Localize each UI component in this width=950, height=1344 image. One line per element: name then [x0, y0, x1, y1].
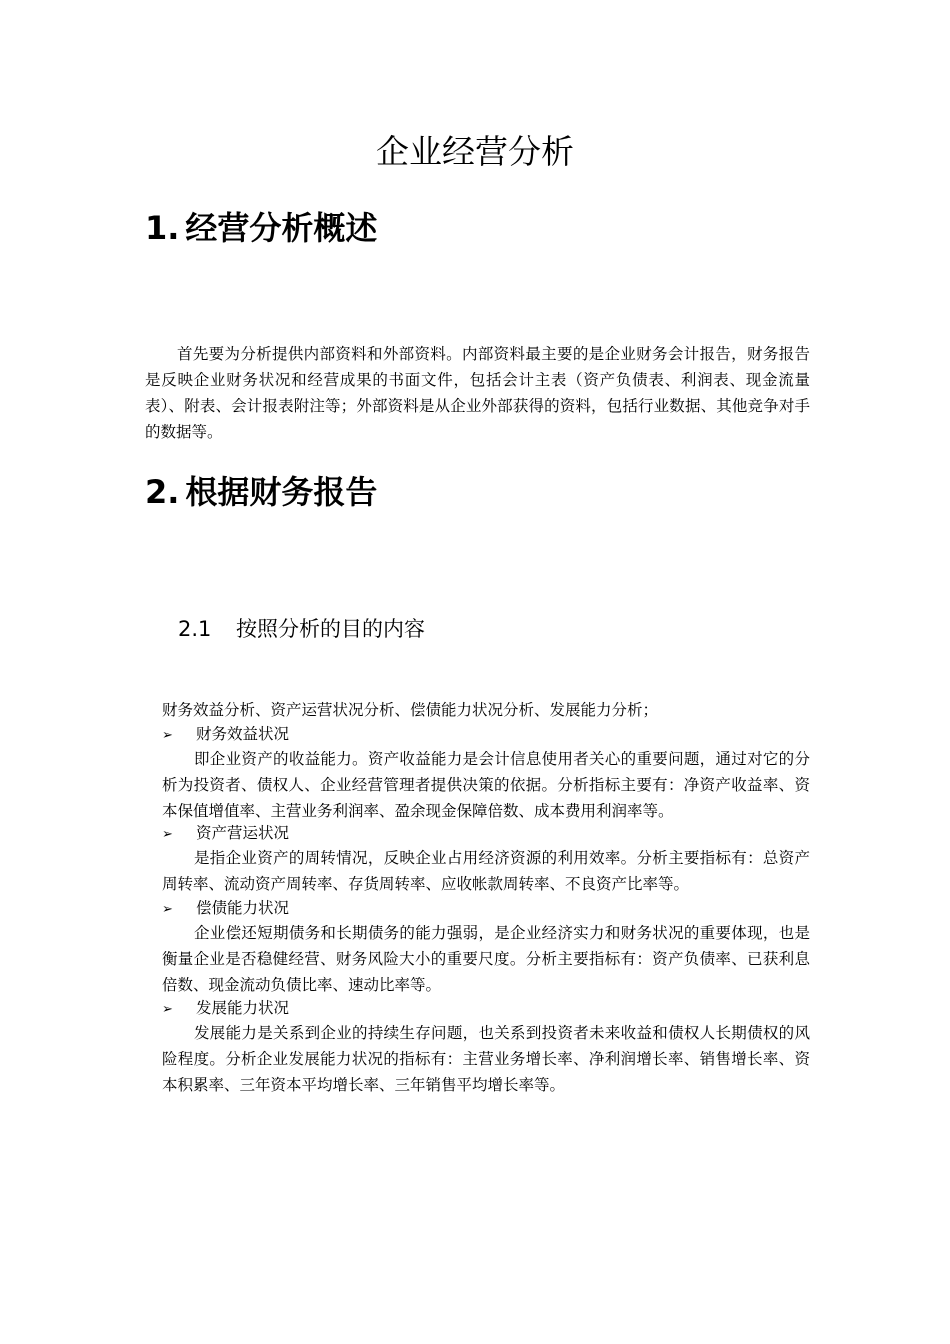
section-2-heading [145, 470, 845, 514]
bullet-text: 是指企业资产的周转情况，反映企业占用经济资源的利用效率。分析主要指标有：总资产周转率、流动资产周转率、存货周转率、应收帐款周转率、不良资产比率等。 [162, 849, 810, 893]
subsection-2-1-heading [178, 614, 828, 644]
bullet-title: 财务效益状况 [196, 725, 290, 743]
document-title: 企业经营分析 [376, 132, 574, 171]
arrow-bullet-icon: ➢ [162, 728, 173, 743]
subsection-2-1-title: 按照分析的目的内容 [236, 617, 425, 641]
subsection-2-1-number: 2.1 [178, 617, 212, 641]
bullet-title: 资产营运状况 [196, 824, 290, 842]
bullet-title: 偿债能力状况 [196, 899, 290, 917]
bullet-item-solvency [162, 895, 812, 923]
bullet-item-development [162, 995, 812, 1023]
bullet-text: 即企业资产的收益能力。资产收益能力是会计信息使用者关心的重要问题，通过对它的分析为投资者、债权人、企业经营管理者提供决策的依据。分析指标主要有：净资产收益率、资本保值增值率、主营业务利润率、盈余现金保障倍数、成本费用利润率等。 [162, 750, 810, 820]
arrow-bullet-icon: ➢ [162, 1002, 173, 1017]
subsection-intro: 财务效益分析、资产运营状况分析、偿债能力状况分析、发展能力分析； [162, 701, 659, 719]
bullet-text: 发展能力是关系到企业的持续生存问题，也关系到投资者未来收益和债权人长期债权的风险程度。分析企业发展能力状况的指标有：主营业务增长率、净利润增长率、销售增长率、资本积累率、三年资本平均增长率、三年销售平均增长率等。 [162, 1024, 810, 1094]
bullet-text: 企业偿还短期债务和长期债务的能力强弱，是企业经济实力和财务状况的重要体现，也是衡量企业是否稳健经营、财务风险大小的重要尺度。分析主要指标有：资产负债率、已获利息倍数、现金流动负债比率、速动比率等。 [162, 924, 810, 994]
section-1-heading [145, 206, 845, 250]
section-1-paragraph: 首先要为分析提供内部资料和外部资料。内部资料最主要的是企业财务会计报告，财务报告是反映企业财务状况和经营成果的书面文件，包括会计主表（资产负债表、利润表、现金流量表）、附表、会计报表附注等；外部资料是从企业外部获得的资料，包括行业数据、其他竞争对手的数据等。 [145, 345, 810, 441]
bullet-item-financial-benefit [162, 721, 812, 749]
section-2-number: 2. [145, 473, 180, 511]
section-1-number: 1. [145, 209, 180, 247]
arrow-bullet-icon: ➢ [162, 902, 173, 917]
section-1-title: 经营分析概述 [185, 209, 378, 247]
section-2-title: 根据财务报告 [185, 473, 378, 511]
bullet-title: 发展能力状况 [196, 999, 290, 1017]
bullet-item-asset-operation [162, 820, 812, 848]
arrow-bullet-icon: ➢ [162, 827, 173, 842]
